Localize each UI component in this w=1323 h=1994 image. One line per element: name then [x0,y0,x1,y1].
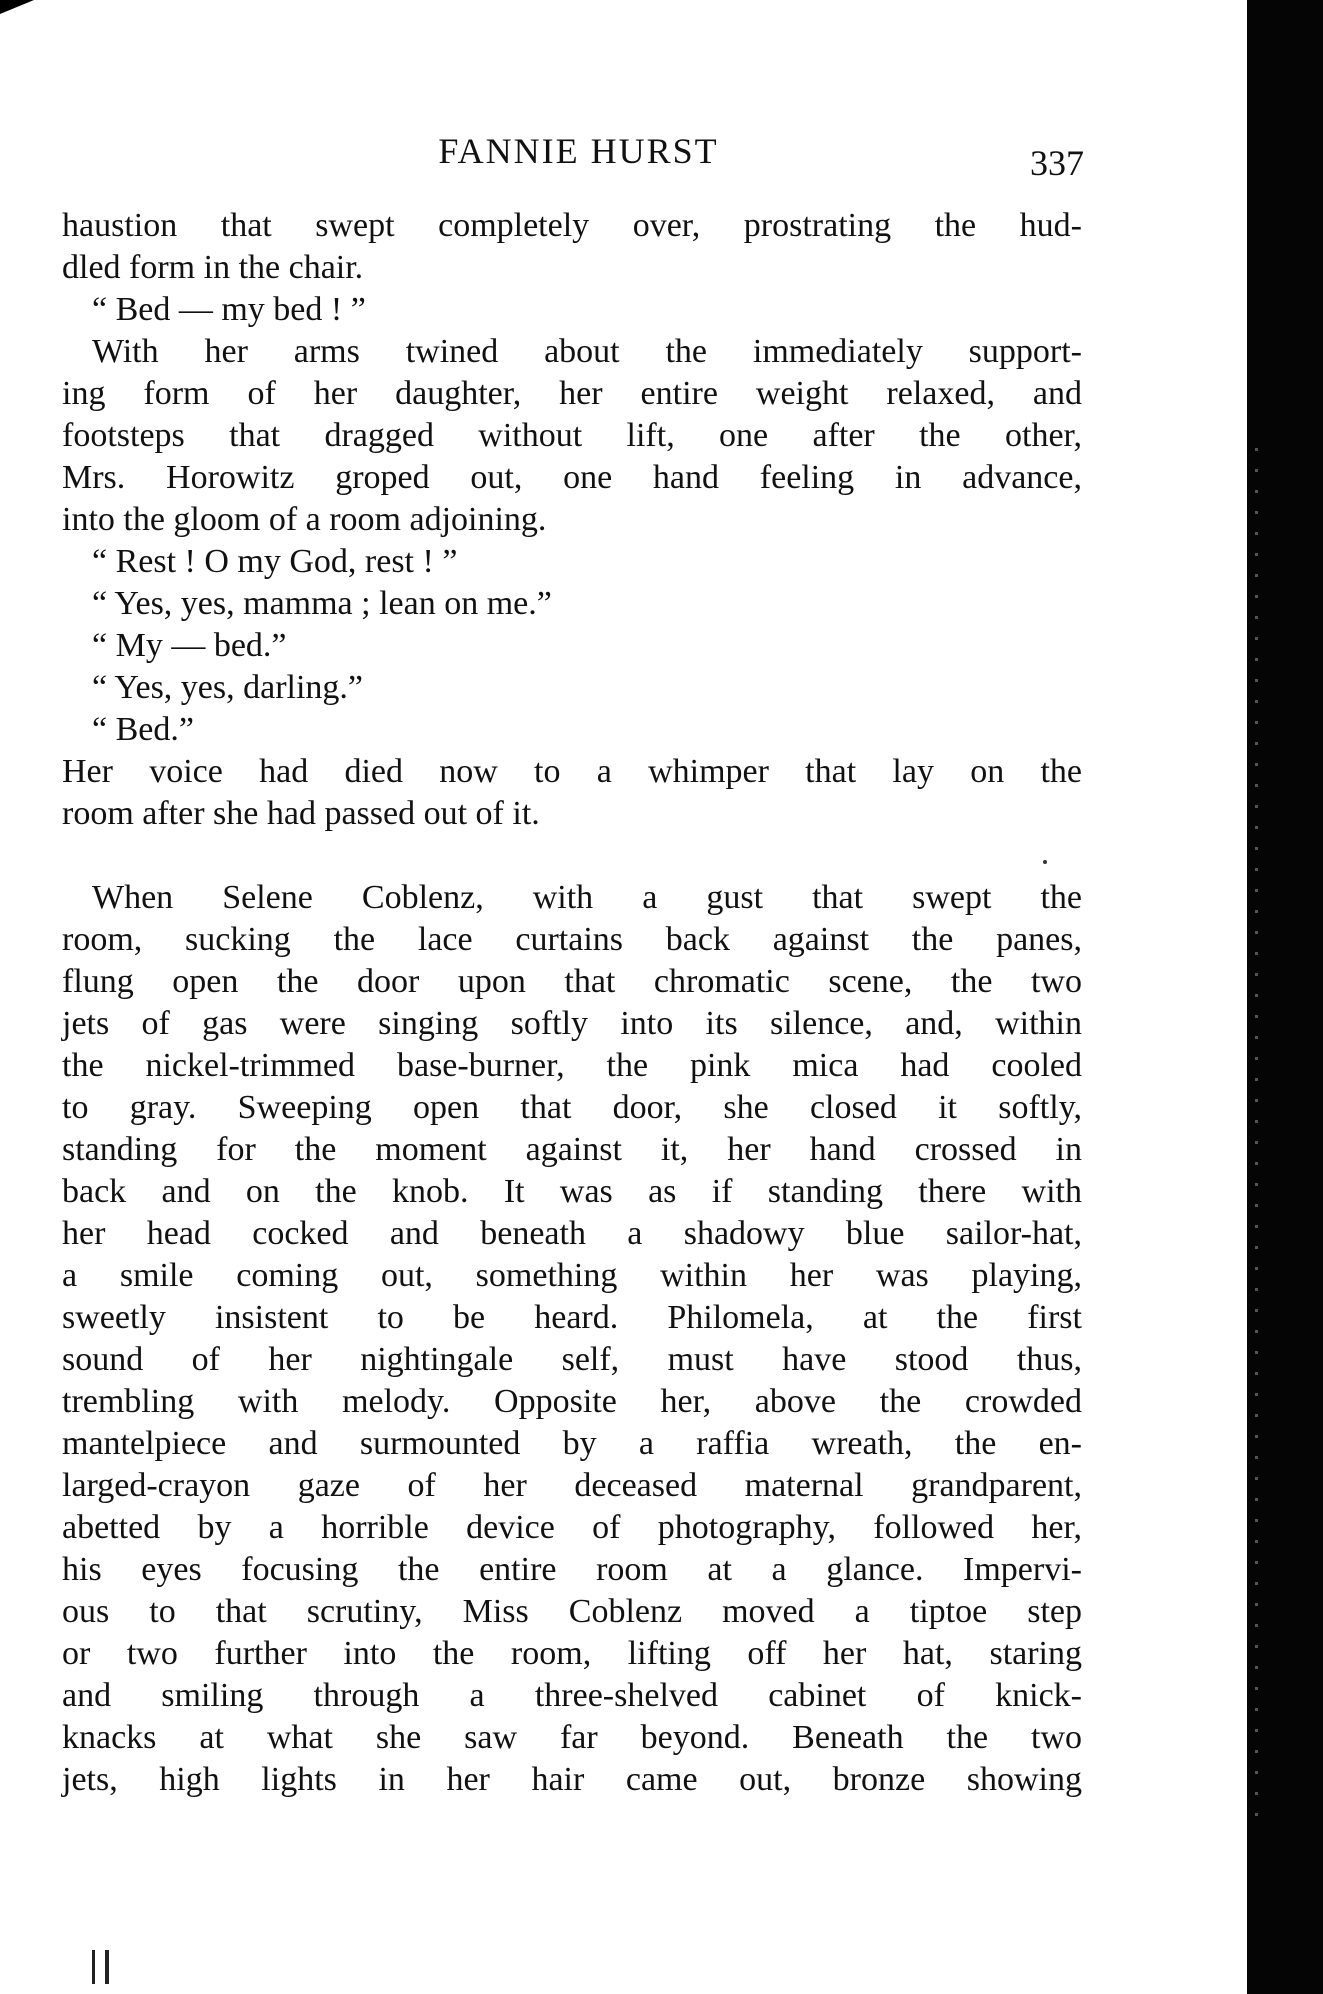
text-line: back and on the knob. It was as if standing there with [62,1173,1082,1210]
text-line: dled form in the chair. [62,249,364,286]
text-line: larged-crayon gaze of her deceased maternal grandparent, [62,1467,1082,1504]
scan-speck [1043,860,1047,864]
text-line: a smile coming out, something within her was playing, [62,1257,1082,1294]
text-line: flung open the door upon that chromatic scene, the two [62,963,1082,1000]
scan-bottom-mark [92,1950,109,1984]
page-number: 337 [1030,143,1084,183]
text-line: sound of her nightingale self, must have stood thus, [62,1341,1082,1378]
text-line: knacks at what she saw far beyond. Beneath the two [62,1719,1082,1756]
text-line: “ Yes, yes, darling.” [92,669,364,706]
text-line: to gray. Sweeping open that door, she closed it softly, [62,1089,1082,1126]
text-line: When Selene Coblenz, with a gust that swept the [92,879,1082,916]
text-line: “ My — bed.” [92,627,287,664]
text-line: jets of gas were singing softly into its silence, and, within [62,1005,1082,1042]
text-line: standing for the moment against it, her hand crossed in [62,1131,1082,1168]
text-line: “ Bed — my bed ! ” [92,291,366,328]
text-line: With her arms twined about the immediately support- [92,333,1082,370]
text-line: ing form of her daughter, her entire weight relaxed, and [62,375,1082,412]
text-line: room, sucking the lace curtains back against the panes, [62,921,1082,958]
scan-binding-edge [1247,0,1323,1994]
text-line: abetted by a horrible device of photography, followed her, [62,1509,1082,1546]
body-text [62,205,1082,1801]
text-line: ous to that scrutiny, Miss Coblenz moved a tiptoe step [62,1593,1082,1630]
text-line: into the gloom of a room adjoining. [62,501,547,538]
text-line: and smiling through a three-shelved cabinet of knick- [62,1677,1082,1714]
paragraph-break [62,835,1082,877]
text-line: “ Yes, yes, mamma ; lean on me.” [92,585,552,622]
text-line: “ Bed.” [92,711,194,748]
text-line: her head cocked and beneath a shadowy blue sailor-hat, [62,1215,1082,1252]
text-line: haustion that swept completely over, prostrating the hud- [62,207,1082,244]
text-line: or two further into the room, lifting off her hat, staring [62,1635,1082,1672]
text-line: Her voice had died now to a whimper that lay on the [62,753,1082,790]
running-head: FANNIE HURST [438,131,719,171]
text-line: Mrs. Horowitz groped out, one hand feeling in advance, [62,459,1082,496]
text-line: mantelpiece and surmounted by a raffia wreath, the en- [62,1425,1082,1462]
text-line: footsteps that dragged without lift, one after the other, [62,417,1082,454]
scan-corner-mark [0,0,34,14]
text-line: room after she had passed out of it. [62,795,540,832]
text-line: sweetly insistent to be heard. Philomela, at the first [62,1299,1082,1336]
text-line: his eyes focusing the entire room at a glance. Impervi- [62,1551,1082,1588]
text-line: the nickel-trimmed base-burner, the pink mica had cooled [62,1047,1082,1084]
text-line: “ Rest ! O my God, rest ! ” [92,543,458,580]
text-line: trembling with melody. Opposite her, above the crowded [62,1383,1082,1420]
text-line: jets, high lights in her hair came out, bronze showing [62,1761,1082,1798]
